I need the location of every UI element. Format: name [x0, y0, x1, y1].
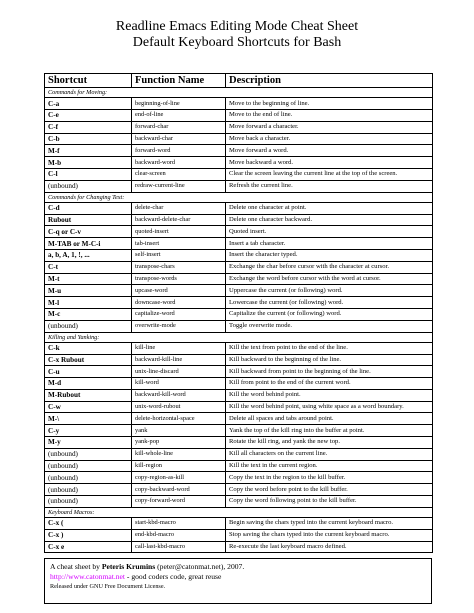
description-cell: Re-execute the last keyboard macro defined.	[226, 541, 433, 553]
table-row	[45, 448, 433, 460]
shortcut-cell: M-d	[45, 378, 132, 390]
table-row	[45, 273, 433, 285]
table-row	[45, 425, 433, 437]
shortcut-cell: (unbound)	[45, 320, 132, 332]
function-name-cell: downcase-word	[132, 297, 226, 309]
function-name-cell: backward-word	[132, 157, 226, 169]
shortcut-cell: Rubout	[45, 214, 132, 226]
function-name-cell: unix-line-discard	[132, 366, 226, 378]
table-header-row	[45, 74, 433, 88]
description-cell: Insert the character typed.	[226, 249, 433, 261]
description-cell: Toggle overwrite mode.	[226, 320, 433, 332]
table-row	[45, 297, 433, 309]
description-cell: Kill backward from point to the beginning of the line.	[226, 366, 433, 378]
table-row	[45, 529, 433, 541]
function-name-cell: self-insert	[132, 249, 226, 261]
footer-url-line	[50, 572, 426, 582]
table-row	[45, 496, 433, 508]
function-name-cell: yank	[132, 425, 226, 437]
shortcut-cell: a, b, A, 1, !, ...	[45, 249, 132, 261]
shortcut-cell: M-Rubout	[45, 389, 132, 401]
function-name-cell: upcase-word	[132, 285, 226, 297]
sheet-subtitle: Default Keyboard Shortcuts for Bash	[132, 35, 342, 50]
table-row	[45, 249, 433, 261]
shortcut-cell: M-u	[45, 285, 132, 297]
table-row	[45, 202, 433, 214]
section-header-row	[45, 88, 433, 98]
footer-license: Released under GNU Free Document License.	[50, 583, 166, 590]
shortcut-cell: M-b	[45, 157, 132, 169]
shortcut-cell: (unbound)	[45, 460, 132, 472]
shortcut-table	[44, 73, 433, 553]
shortcut-cell: M-t	[45, 273, 132, 285]
shortcut-cell: C-q or C-v	[45, 226, 132, 238]
table-row	[45, 378, 433, 390]
function-name-cell: delete-char	[132, 202, 226, 214]
description-cell: Lowercase the current (or following) word.	[226, 297, 433, 309]
table-row	[45, 484, 433, 496]
function-name-cell: delete-horizontal-space	[132, 413, 226, 425]
shortcut-cell: C-x (	[45, 518, 132, 530]
table-row	[45, 320, 433, 332]
section-header-row	[45, 507, 433, 517]
function-name-cell: quoted-insert	[132, 226, 226, 238]
function-name-cell: unix-word-rubout	[132, 401, 226, 413]
table-row	[45, 238, 433, 250]
function-name-cell: yank-pop	[132, 437, 226, 449]
description-cell: Yank the top of the kill ring into the buffer at point.	[226, 425, 433, 437]
shortcut-cell: C-k	[45, 342, 132, 354]
function-name-cell: start-kbd-macro	[132, 518, 226, 530]
description-cell: Kill the word behind point.	[226, 389, 433, 401]
function-name-cell: copy-forward-word	[132, 496, 226, 508]
description-cell: Copy the word following point to the kill buffer.	[226, 496, 433, 508]
table-row	[45, 98, 433, 110]
function-name-cell: end-kbd-macro	[132, 529, 226, 541]
function-name-cell: kill-whole-line	[132, 448, 226, 460]
table-row	[45, 413, 433, 425]
description-cell: Insert a tab character.	[226, 238, 433, 250]
function-name-cell: backward-kill-word	[132, 389, 226, 401]
section-title: Commands for Moving:	[45, 88, 433, 98]
description-cell: Kill all characters on the current line.	[226, 448, 433, 460]
description-cell: Kill the text in the current region.	[226, 460, 433, 472]
header-description: Description	[226, 74, 433, 88]
shortcut-cell: M-f	[45, 145, 132, 157]
description-cell: Delete one character at point.	[226, 202, 433, 214]
table-row	[45, 133, 433, 145]
function-name-cell: transpose-chars	[132, 261, 226, 273]
function-name-cell: transpose-words	[132, 273, 226, 285]
table-row	[45, 157, 433, 169]
shortcut-cell: C-x Rubout	[45, 354, 132, 366]
function-name-cell: overwrite-mode	[132, 320, 226, 332]
function-name-cell: tab-insert	[132, 238, 226, 250]
shortcut-cell: C-e	[45, 109, 132, 121]
footer-author: Peteris Krumins	[101, 562, 156, 571]
shortcut-cell: C-a	[45, 98, 132, 110]
table-row	[45, 366, 433, 378]
table-row	[45, 226, 433, 238]
shortcut-cell: (unbound)	[45, 496, 132, 508]
description-cell: Copy the text in the region to the kill buffer.	[226, 472, 433, 484]
description-cell: Capitalize the current (or following) word.	[226, 308, 433, 320]
shortcut-cell: M-TAB or M-C-i	[45, 238, 132, 250]
description-cell: Kill backward to the beginning of the line.	[226, 354, 433, 366]
table-row	[45, 308, 433, 320]
shortcut-cell: C-y	[45, 425, 132, 437]
description-cell: Delete all spaces and tabs around point.	[226, 413, 433, 425]
table-row	[45, 401, 433, 413]
footer-url-link[interactable]: http://www.catonmat.net	[50, 572, 126, 581]
table-row	[45, 389, 433, 401]
shortcut-cell: M-l	[45, 297, 132, 309]
shortcut-cell: (unbound)	[45, 180, 132, 192]
description-cell: Move back a character.	[226, 133, 433, 145]
description-cell: Stop saving the chars typed into the current keyboard macro.	[226, 529, 433, 541]
description-cell: Rotate the kill ring, and yank the new top.	[226, 437, 433, 449]
description-cell: Move to the end of line.	[226, 109, 433, 121]
footer	[44, 558, 432, 604]
shortcut-cell: C-w	[45, 401, 132, 413]
description-cell: Uppercase the current (or following) word.	[226, 285, 433, 297]
table-row	[45, 168, 433, 180]
function-name-cell: redraw-current-line	[132, 180, 226, 192]
shortcut-cell: C-x e	[45, 541, 132, 553]
description-cell: Exchange the word before cursor with the word at cursor.	[226, 273, 433, 285]
function-name-cell: forward-char	[132, 121, 226, 133]
footer-credit-suffix: (peter@catonmat.net), 2007.	[155, 562, 245, 571]
function-name-cell: copy-backward-word	[132, 484, 226, 496]
description-cell: Clear the screen leaving the current line at the top of the screen.	[226, 168, 433, 180]
description-cell: Exchange the char before cursor with the character at cursor.	[226, 261, 433, 273]
description-cell: Begin saving the chars typed into the current keyboard macro.	[226, 518, 433, 530]
shortcut-cell: C-u	[45, 366, 132, 378]
shortcut-cell: (unbound)	[45, 472, 132, 484]
header-shortcut: Shortcut	[45, 74, 132, 88]
table-row	[45, 121, 433, 133]
table-row	[45, 342, 433, 354]
table-row	[45, 460, 433, 472]
section-title: Killing and Yanking:	[45, 332, 433, 342]
shortcut-cell: C-x )	[45, 529, 132, 541]
function-name-cell: end-of-line	[132, 109, 226, 121]
description-cell: Move forward a character.	[226, 121, 433, 133]
footer-credit-prefix: A cheat sheet by	[50, 562, 102, 571]
table-row	[45, 541, 433, 553]
function-name-cell: forward-word	[132, 145, 226, 157]
table-row	[45, 472, 433, 484]
description-cell: Quoted insert.	[226, 226, 433, 238]
table-row	[45, 285, 433, 297]
section-title: Commands for Changing Text:	[45, 192, 433, 202]
function-name-cell: kill-word	[132, 378, 226, 390]
footer-url-suffix: - good coders code, great reuse	[125, 572, 222, 581]
section-title: Keyboard Macros:	[45, 507, 433, 517]
description-cell: Delete one character backward.	[226, 214, 433, 226]
function-name-cell: copy-region-as-kill	[132, 472, 226, 484]
table-body	[45, 88, 433, 553]
table-row	[45, 354, 433, 366]
function-name-cell: backward-kill-line	[132, 354, 226, 366]
sheet-title: Readline Emacs Editing Mode Cheat Sheet	[115, 19, 359, 34]
function-name-cell: clear-screen	[132, 168, 226, 180]
description-cell: Move forward a word.	[226, 145, 433, 157]
function-name-cell: backward-char	[132, 133, 226, 145]
shortcut-cell: C-d	[45, 202, 132, 214]
description-cell: Copy the word before point to the kill buffer.	[226, 484, 433, 496]
header-function-name: Function Name	[132, 74, 226, 88]
table-row	[45, 214, 433, 226]
description-cell: Kill the text from point to the end of the line.	[226, 342, 433, 354]
description-cell: Kill the word behind point, using white space as a word boundary.	[226, 401, 433, 413]
shortcut-cell: C-t	[45, 261, 132, 273]
function-name-cell: beginning-of-line	[132, 98, 226, 110]
table-row	[45, 180, 433, 192]
footer-credit-line	[50, 562, 426, 572]
section-header-row	[45, 192, 433, 202]
table-row	[45, 109, 433, 121]
shortcut-cell: M-y	[45, 437, 132, 449]
table-row	[45, 261, 433, 273]
shortcut-cell: C-b	[45, 133, 132, 145]
description-cell: Move backward a word.	[226, 157, 433, 169]
shortcut-cell: (unbound)	[45, 448, 132, 460]
description-cell: Move to the beginning of line.	[226, 98, 433, 110]
shortcut-cell: C-f	[45, 121, 132, 133]
function-name-cell: backward-delete-char	[132, 214, 226, 226]
description-cell: Kill from point to the end of the current word.	[226, 378, 433, 390]
function-name-cell: kill-region	[132, 460, 226, 472]
function-name-cell: call-last-kbd-macro	[132, 541, 226, 553]
function-name-cell: capitalize-word	[132, 308, 226, 320]
function-name-cell: kill-line	[132, 342, 226, 354]
shortcut-cell: (unbound)	[45, 484, 132, 496]
shortcut-cell: C-l	[45, 168, 132, 180]
table-row	[45, 437, 433, 449]
description-cell: Refresh the current line.	[226, 180, 433, 192]
table-row	[45, 145, 433, 157]
shortcut-cell: M-c	[45, 308, 132, 320]
shortcut-cell: M-\	[45, 413, 132, 425]
section-header-row	[45, 332, 433, 342]
table-row	[45, 518, 433, 530]
